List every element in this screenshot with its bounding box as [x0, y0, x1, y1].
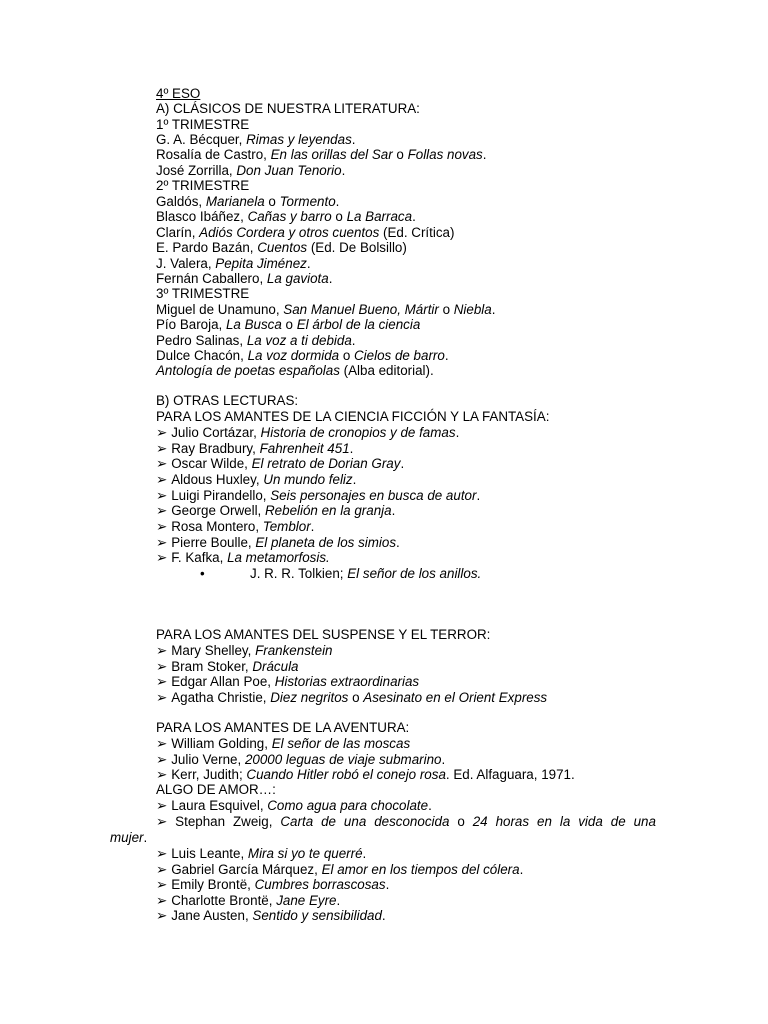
- book-tail: .: [391, 503, 396, 519]
- book-line: [156, 659, 299, 675]
- book-tail: .: [441, 751, 446, 767]
- title-connector: o: [281, 317, 297, 333]
- book-author: José Zorrilla,: [156, 162, 237, 178]
- arrow-bullet-icon: ➢: [156, 674, 168, 690]
- arrow-bullet-icon: ➢: [156, 658, 168, 674]
- book-title: Don Juan Tenorio: [236, 162, 342, 178]
- book-title: La voz a ti debida: [246, 332, 352, 348]
- book-tail: .: [381, 908, 386, 923]
- section-a-title: A) CLÁSICOS DE NUESTRA LITERATURA:: [156, 101, 420, 116]
- book-line: [156, 472, 356, 488]
- book-tail: .: [362, 846, 367, 861]
- book-tail: . Ed. Alfaguara, 1971.: [445, 767, 575, 783]
- arrow-bullet-icon: ➢: [156, 814, 168, 829]
- book-title: San Manuel Bueno, Mártir: [283, 302, 439, 317]
- book-tail: .: [328, 271, 333, 286]
- book-tail: .: [412, 209, 416, 225]
- book-title: Rimas y leyendas: [246, 132, 352, 147]
- zweig-line: [156, 814, 656, 830]
- book-title: Historias extraordinarias: [274, 674, 420, 690]
- book-title: Sentido y sensibilidad: [252, 908, 382, 923]
- book-author: William Golding,: [171, 736, 272, 751]
- zweig-word: horas: [495, 814, 530, 829]
- book-line: [156, 441, 353, 457]
- book-title: Diez negritos: [270, 689, 349, 705]
- book-author: Gabriel García Márquez,: [171, 861, 322, 877]
- book-tail: .: [341, 162, 346, 178]
- arrow-bullet-icon: ➢: [156, 503, 168, 519]
- book-tail: .: [400, 456, 405, 472]
- book-line: [156, 456, 404, 472]
- book-line: [156, 271, 332, 287]
- book-line: [156, 163, 345, 179]
- book-tail: .: [351, 332, 356, 348]
- book-author: Emily Brontë,: [171, 877, 255, 892]
- book-line: [156, 752, 445, 768]
- book-title: Pepita Jiménez: [215, 255, 307, 271]
- book-title-continuation: mujer: [110, 830, 144, 845]
- book-title-alt: El árbol de la ciencia: [296, 317, 421, 333]
- zweig-word: o: [457, 814, 465, 829]
- book-title: Como agua para chocolate: [267, 798, 429, 813]
- book-line: [156, 535, 400, 551]
- book-author: Julio Cortázar,: [171, 425, 261, 440]
- book-author: Pío Baroja,: [156, 317, 226, 333]
- love-heading: ALGO DE AMOR…:: [156, 782, 276, 797]
- zweig-word: la: [559, 814, 571, 829]
- book-author: G. A. Bécquer,: [156, 132, 247, 147]
- book-tail: .: [476, 487, 481, 503]
- book-title: La metamorfosis.: [227, 550, 330, 566]
- book-title: Seis personajes en busca de autor: [270, 487, 477, 503]
- book-author: E. Pardo Bazán,: [156, 240, 258, 256]
- book-tail: .: [351, 132, 356, 147]
- zweig-word: Carta: [280, 814, 314, 829]
- arrow-bullet-icon: ➢: [156, 908, 168, 923]
- book-tail: .: [519, 861, 524, 877]
- book-title: Historia de cronopios y de famas: [260, 425, 456, 440]
- book-author: Fernán Caballero,: [156, 271, 267, 286]
- book-author: Miguel de Unamuno,: [156, 302, 284, 317]
- book-line: [156, 503, 395, 519]
- book-author: F. Kafka,: [171, 550, 228, 566]
- book-title-alt: Cielos de barro: [354, 348, 445, 364]
- book-author: Julio Verne,: [171, 751, 245, 767]
- book-line: [156, 798, 432, 814]
- book-line: [156, 862, 523, 878]
- book-line: [156, 194, 339, 210]
- adventure-heading: PARA LOS AMANTES DE LA AVENTURA:: [156, 720, 410, 735]
- arrow-bullet-icon: ➢: [156, 456, 168, 472]
- book-author: Dulce Chacón,: [156, 348, 248, 364]
- suspense-heading: PARA LOS AMANTES DEL SUSPENSE Y EL TERROR:: [156, 627, 491, 642]
- book-title: Cuando Hitler robó el conejo rosa: [246, 767, 446, 783]
- book-line: [156, 877, 389, 893]
- book-title: El retrato de Dorian Gray: [251, 456, 401, 472]
- book-title: Cumbres borrascosas: [254, 877, 386, 892]
- zweig-word: Zweig,: [233, 814, 273, 829]
- arrow-bullet-icon: ➢: [156, 471, 168, 487]
- book-line: [156, 240, 407, 256]
- book-title: La Busca: [225, 317, 282, 333]
- book-title: En las orillas del Sar: [270, 147, 393, 163]
- title-connector: o: [392, 147, 408, 163]
- book-line: [156, 317, 420, 333]
- book-title: El planeta de los simios: [255, 534, 397, 550]
- book-author: George Orwell,: [171, 503, 266, 519]
- book-line: [156, 908, 386, 924]
- arrow-bullet-icon: ➢: [156, 550, 168, 566]
- arrow-bullet-icon: ➢: [156, 425, 168, 440]
- book-title: Rebelión en la granja: [265, 503, 392, 519]
- book-author: Rosa Montero,: [171, 518, 263, 534]
- book-author: Pierre Boulle,: [171, 534, 256, 550]
- tolkien-line: [200, 566, 481, 582]
- title-connector: o: [348, 689, 364, 705]
- zweig-word: de: [321, 814, 336, 829]
- book-author: Galdós,: [156, 194, 206, 209]
- arrow-bullet-icon: ➢: [156, 846, 168, 861]
- book-tail: (Ed. Crítica): [379, 224, 455, 240]
- arrow-bullet-icon: ➢: [156, 877, 168, 892]
- book-line: [156, 643, 333, 659]
- book-tail: .: [491, 302, 496, 317]
- book-tail: .: [336, 892, 341, 908]
- book-line: [156, 333, 356, 349]
- title-connector: o: [331, 209, 347, 225]
- book-line: [156, 132, 356, 148]
- arrow-bullet-icon: ➢: [156, 892, 168, 908]
- book-author: Luigi Pirandello,: [171, 487, 271, 503]
- book-line: [156, 348, 449, 364]
- zweig-word: vida: [578, 814, 603, 829]
- book-line: [156, 674, 419, 690]
- book-title: Temblor: [262, 518, 311, 534]
- book-author: Mary Shelley,: [171, 643, 256, 658]
- title-connector: o: [438, 302, 454, 317]
- book-line: [156, 519, 314, 535]
- book-title-alt: Niebla: [453, 302, 492, 317]
- book-author: Bram Stoker,: [171, 658, 253, 674]
- book-title: Frankenstein: [255, 643, 333, 658]
- book-line: [156, 256, 311, 272]
- book-author: Aldous Huxley,: [171, 471, 264, 487]
- book-author: Oscar Wilde,: [171, 456, 252, 472]
- course-heading: 4º ESO: [156, 86, 201, 101]
- arrow-bullet-icon: ➢: [156, 751, 168, 767]
- arrow-bullet-icon: ➢: [156, 767, 168, 783]
- book-title-alt: Tormento: [279, 194, 336, 209]
- book-line: [156, 550, 330, 566]
- zweig-word: una: [343, 814, 367, 829]
- arrow-bullet-icon: ➢: [156, 643, 168, 658]
- book-title: El señor de los anillos.: [347, 566, 482, 581]
- book-author: Agatha Christie,: [171, 689, 271, 705]
- book-line: [156, 893, 340, 909]
- anthology-title: Antología de poetas españolas: [156, 363, 340, 378]
- book-author: Edgar Allan Poe,: [171, 674, 275, 690]
- book-tail: .: [396, 534, 400, 550]
- book-title: La gaviota: [266, 271, 329, 286]
- book-author: J. Valera,: [156, 255, 216, 271]
- book-title: Cuentos: [257, 240, 308, 256]
- arrow-bullet-icon: ➢: [156, 534, 168, 550]
- zweig-word: desconocida: [374, 814, 450, 829]
- book-author: Rosalía de Castro,: [156, 147, 271, 163]
- book-tail: .: [310, 518, 315, 534]
- book-author: Jane Austen,: [171, 908, 253, 923]
- book-title: 20000 leguas de viaje submarino: [244, 751, 442, 767]
- section-b-title: B) OTRAS LECTURAS:: [156, 393, 299, 408]
- zweig-word: una: [633, 814, 656, 829]
- arrow-bullet-icon: ➢: [156, 487, 168, 503]
- book-tail: (Ed. De Bolsillo): [307, 240, 407, 256]
- book-title: Marianela: [205, 194, 265, 209]
- title-connector: o: [339, 348, 355, 364]
- book-line: [156, 425, 459, 441]
- book-line: [156, 147, 487, 163]
- book-title: Fahrenheit 451: [259, 440, 350, 456]
- arrow-bullet-icon: ➢: [156, 518, 168, 534]
- book-author: Blasco Ibáñez,: [156, 209, 248, 225]
- book-line: [156, 690, 547, 706]
- book-title: Cañas y barro: [247, 209, 332, 225]
- book-line: [156, 767, 575, 783]
- arrow-bullet-icon: ➢: [156, 440, 168, 456]
- zweig-word: Stephan: [175, 814, 226, 829]
- book-title-alt: Asesinato en el Orient Express: [363, 689, 548, 705]
- zweig-word: 24: [472, 814, 488, 829]
- anthology-tail: (Alba editorial).: [339, 363, 434, 378]
- book-title: Un mundo feliz: [263, 471, 353, 487]
- book-title: El señor de las moscas: [271, 736, 411, 751]
- book-author: Kerr, Judith;: [171, 767, 247, 783]
- book-tail: .: [335, 194, 340, 209]
- book-line: [156, 302, 495, 318]
- book-title-alt: La Barraca: [346, 209, 413, 225]
- book-author: Laura Esquivel,: [171, 798, 268, 813]
- book-title: Mira si yo te querré: [247, 846, 363, 861]
- book-tail: .: [482, 147, 487, 163]
- book-author: Ray Bradbury,: [171, 440, 260, 456]
- term-2-heading: 2º TRIMESTRE: [156, 178, 250, 193]
- book-tail: .: [352, 471, 357, 487]
- term-1-heading: 1º TRIMESTRE: [156, 117, 250, 132]
- zweig-word: de: [610, 814, 626, 829]
- book-author: J. R. R. Tolkien;: [250, 566, 348, 581]
- book-author: Pedro Salinas,: [156, 332, 247, 348]
- book-line: [156, 846, 366, 862]
- book-line: [156, 209, 416, 225]
- title-connector: o: [264, 194, 280, 209]
- book-line: [156, 736, 410, 752]
- book-tail: .: [428, 798, 432, 813]
- anthology-line: [156, 363, 434, 379]
- book-tail: .: [385, 877, 390, 892]
- book-tail: .: [455, 425, 460, 440]
- arrow-bullet-icon: ➢: [156, 736, 168, 751]
- book-tail: .: [444, 348, 449, 364]
- book-title: El amor en los tiempos del cólera: [321, 861, 520, 877]
- book-author: Luis Leante,: [171, 846, 248, 861]
- zweig-continuation: mujer.: [110, 830, 148, 845]
- book-tail: .: [349, 440, 354, 456]
- zweig-word: en: [537, 814, 552, 829]
- book-title: Jane Eyre: [276, 892, 337, 908]
- term-3-heading: 3º TRIMESTRE: [156, 286, 250, 301]
- book-title: Adiós Cordera y otros cuentos: [199, 224, 380, 240]
- bullet-icon: •: [200, 566, 205, 581]
- arrow-bullet-icon: ➢: [156, 798, 168, 813]
- arrow-bullet-icon: ➢: [156, 689, 168, 705]
- book-line: [156, 488, 480, 504]
- book-author: Charlotte Brontë,: [171, 892, 277, 908]
- book-title: Drácula: [252, 658, 299, 674]
- book-tail: .: [306, 255, 311, 271]
- book-author: Clarín,: [156, 224, 200, 240]
- scifi-heading: PARA LOS AMANTES DE LA CIENCIA FICCIÓN Y LA FANTASÍA:: [156, 409, 550, 424]
- book-line: [156, 225, 454, 241]
- book-title-alt: Follas novas: [407, 147, 483, 163]
- arrow-bullet-icon: ➢: [156, 861, 168, 877]
- book-title: La voz dormida: [247, 348, 340, 364]
